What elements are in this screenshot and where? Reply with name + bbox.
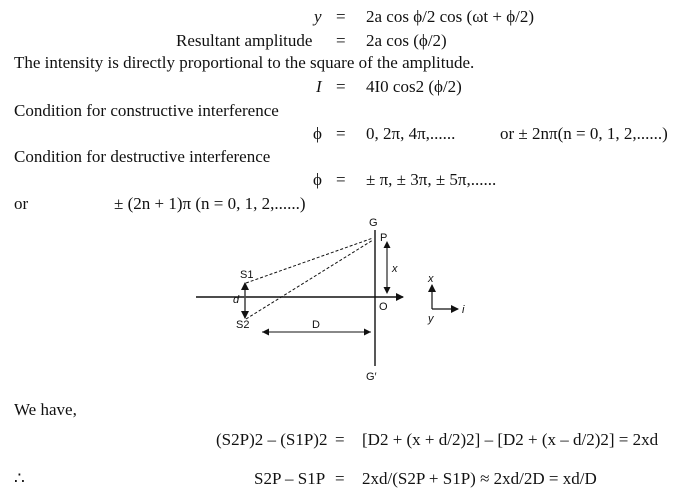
eq-amp-rhs: 2a cos (ϕ/2) [366,31,447,50]
eq-constructive-alt: or ± 2nπ(n = 0, 1, 2,......) [500,124,668,143]
label-D: D [312,319,320,331]
eq-path-equals: = [335,469,345,488]
ray-s2-p [246,240,373,319]
label-S1 [240,269,253,281]
text-intensity: The intensity is directly proportional to the square of the amplitude. [14,53,475,72]
eq-I-rhs: 4I0 cos2 (ϕ/2) [366,77,462,96]
eq-constructive-lhs: ϕ [313,124,322,143]
eq-path-lhs: S2P – S1P [254,469,326,488]
label-S2 [236,319,249,331]
eq-constructive-equals: = [336,124,346,143]
label-O: O [379,301,388,313]
eq-I-lhs: I [316,77,322,96]
eq-amp-equals: = [336,31,346,50]
therefore-symbol: ∴ [14,469,25,488]
eq-y-equals: = [336,7,346,26]
eq-path-rhs: 2xd/(S2P + S1P) ≈ 2xd/2D = xd/D [362,469,597,488]
label-axis-x: x [428,273,434,285]
eq-diff-rhs: [D2 + (x + d/2)2] – [D2 + (x – d/2)2] = 2xd [362,430,659,449]
label-axis-i: i [462,304,465,316]
eq-destructive-rhs: ± π, ± 3π, ± 5π,...... [366,170,497,189]
label-d: d [233,294,240,306]
cond-destructive: Condition for destructive interference [14,147,271,166]
we-have: We have, [14,400,77,419]
eq-y-lhs: y [314,7,322,26]
eq-y-rhs: 2a cos ϕ/2 cos (ωt + ϕ/2) [366,7,535,26]
eq-I-equals: = [336,77,346,96]
label-S2-text: S2 [236,319,250,331]
label-x: x [392,263,398,275]
eq-diff-lhs: (S2P)2 – (S1P)2 [216,430,328,449]
ray-s1-p [246,238,373,283]
eq-diff-equals: = [335,430,345,449]
eq-destructive-equals: = [336,170,346,189]
eq-destructive-lhs: ϕ [313,170,322,189]
cond-constructive: Condition for constructive interference [14,101,279,120]
label-axis-y: y [428,313,434,325]
or-expression: ± (2n + 1)π (n = 0, 1, 2,......) [114,194,306,213]
eq-amp-lhs: Resultant amplitude [176,31,313,50]
eq-constructive-rhs: 0, 2π, 4π,...... [366,124,456,143]
label-G-prime: G′ [366,371,377,383]
label-G: G [369,217,378,229]
or-word: or [14,194,29,213]
label-P: P [380,232,388,244]
label-S1-text: S1 [240,269,254,281]
